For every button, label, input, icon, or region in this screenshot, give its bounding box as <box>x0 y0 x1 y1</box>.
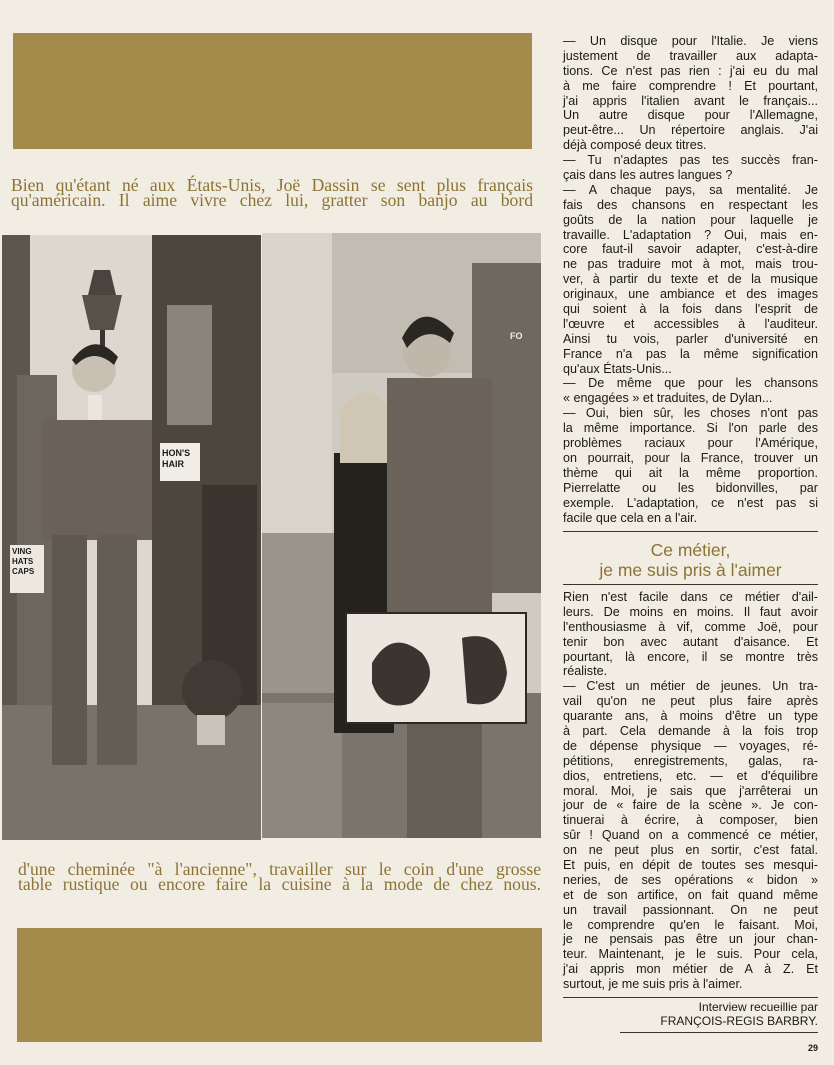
text-line: problèmes raciaux pour l'Amérique, <box>563 436 818 451</box>
text-line: justement de travailler aux adapta- <box>563 48 818 63</box>
interview-text-bottom <box>563 590 818 992</box>
text-line: moral. Moi, je sais que j'arrêterai un <box>563 783 818 798</box>
text-line: facile que cela en a l'air. <box>563 510 698 525</box>
text-line: à me faire comprendre ! Et pourtant, <box>563 78 818 93</box>
page-number: 29 <box>808 1043 819 1053</box>
text-line: dios, entretiens, etc. — et d'équilibre <box>563 768 818 783</box>
interview-column <box>563 34 818 525</box>
text-line: l'enthousiasme à vif, comme Joë, pour <box>563 619 818 634</box>
text-line: le comprendre qu'en le faisant. Moi, <box>563 917 818 932</box>
text-line: jour de « faire de la scène ». Je con- <box>563 798 818 813</box>
hats-sign: VING HATS CAPS <box>12 547 35 576</box>
interview-credit: Interview recueillie par FRANÇOIS-REGIS BARBRY. <box>660 1000 818 1028</box>
text-line: l'œuvre et accessibles à l'auditeur. <box>563 316 818 331</box>
text-line: tinuerai à écrire, à composer, bien <box>563 813 818 828</box>
section-heading: Ce métier, je me suis pris à l'aimer <box>599 540 782 580</box>
text-line: on pourrait, pour la France, trouver un <box>563 450 818 465</box>
text-line: et de son artifice, on fait quand même <box>563 887 818 902</box>
text-line: tenir bon avec autant d'aisance. Et <box>563 634 818 649</box>
text-line: qu'aux États-Unis... <box>563 361 672 376</box>
text-line: tions. Ce n'est pas rien : j'ai eu du mal <box>563 63 818 78</box>
text-line: core faut-il savoir adapter, c'est-à-dire <box>563 242 818 257</box>
text-line: déjà composé deux titres. <box>563 138 707 153</box>
text-line: teur. Maintenant, je le suis. Pour cela, <box>563 947 818 962</box>
text-line: travaille. L'adaptation ? Oui, mais en- <box>563 227 818 242</box>
text-line: — C'est un métier de jeunes. Un tra- <box>563 679 818 694</box>
top-gold-band <box>13 33 532 149</box>
section-divider <box>563 531 818 532</box>
text-line: on ne peut plus en sortir, c'est fatal. <box>563 843 818 858</box>
text-line: — De même que pour les chansons <box>563 376 818 391</box>
text-line: leurs. De moins en moins. Il faut avoir <box>563 604 818 619</box>
caption-line: d'une cheminée "à l'ancienne", travailler sur le coin d'une grosse <box>18 859 541 879</box>
text-line: thème qui ait la même proportion. <box>563 465 818 480</box>
photo-caption-top <box>11 174 533 210</box>
text-line: la même importance. Si l'on parle des <box>563 421 818 436</box>
text-line: peut-être... Un répertoire anglais. J'ai <box>563 123 818 138</box>
text-line: neries, de ses opérations « bidon » <box>563 872 818 887</box>
photo-singer-with-woman <box>262 233 541 838</box>
text-line: pourtant, là encore, il se montre très <box>563 649 818 664</box>
text-line: France n'a pas la même signification <box>563 346 818 361</box>
text-line: surtout, je me suis pris à l'aimer. <box>563 977 743 992</box>
caption-line: Bien qu'étant né aux États-Unis, Joë Dassin se sent plus français <box>11 175 533 195</box>
text-line: j'ai appris mon métier de A à Z. Et <box>563 962 818 977</box>
text-line: Rien n'est facile dans ce métier d'ail- <box>563 590 818 604</box>
text-line: Un autre disque pour l'Allemagne, <box>563 108 818 123</box>
text-line: — A chaque pays, sa mentalité. Je <box>563 182 818 197</box>
text-line: à part. Cela demande à la fois trop <box>563 724 818 739</box>
text-line: vail qu'on ne peut plus faire après <box>563 694 818 709</box>
fo-sign: FO <box>510 331 523 341</box>
bottom-gold-band <box>17 928 542 1042</box>
text-line: quarante ans, à moins d'être un type <box>563 709 818 724</box>
text-line: Et puis, en dépit de toutes ses mesqui- <box>563 858 818 873</box>
text-line: — Oui, bien sûr, les choses n'ont pas <box>563 406 818 421</box>
section-divider <box>563 584 818 585</box>
text-line: un travail passionnant. On ne peut <box>563 902 818 917</box>
text-line: je ne pensais pas être un jour chan- <box>563 932 818 947</box>
text-line: ne pas traduire mot à mot, mais trou- <box>563 257 818 272</box>
text-line: Ainsi tu vois, parler d'université en <box>563 331 818 346</box>
text-line: çais dans les autres langues ? <box>563 168 733 183</box>
caption-line: qu'américain. Il aime vivre chez lui, gratter son banjo au bord <box>11 189 533 210</box>
text-line: originaux, une ambiance et des images <box>563 287 818 302</box>
text-line: Pierrelatte ou les bidonvilles, par <box>563 480 818 495</box>
photo-singer-street <box>2 235 261 840</box>
text-line: goûts de la nation pour laquelle je <box>563 212 818 227</box>
text-line: — Un disque pour l'Italie. Je viens <box>563 34 818 48</box>
text-line: exemple. L'adaptation, ce n'est pas si <box>563 495 818 510</box>
text-line: pétitions, enregistrements, galas, ra- <box>563 753 818 768</box>
text-line: fais des chansons en respectant les <box>563 197 818 212</box>
interview-column-bottom <box>563 590 818 992</box>
text-line: sûr ! Quand on a commencé ce métier, <box>563 828 818 843</box>
text-line: qui soient à la fois dans l'esprit de <box>563 302 818 317</box>
signature-divider <box>620 1032 818 1033</box>
caption-line: table rustique ou encore faire la cuisine à la mode de chez nous. <box>18 873 541 894</box>
text-line: — Tu n'adaptes pas tes succès fran- <box>563 153 818 168</box>
text-line: ver, à partir du texte et de la musique <box>563 272 818 287</box>
text-line: « engagées » et traduites, de Dylan... <box>563 391 773 406</box>
photo-caption-bottom <box>18 858 541 894</box>
signature-divider <box>563 997 818 998</box>
text-line: de dépense physique — voyages, ré- <box>563 738 818 753</box>
hair-sign: HON'S HAIR <box>162 448 191 469</box>
text-line: réaliste. <box>563 664 608 679</box>
text-line: j'ai appris l'italien avant le français... <box>563 93 818 108</box>
interview-text-top <box>563 34 818 525</box>
